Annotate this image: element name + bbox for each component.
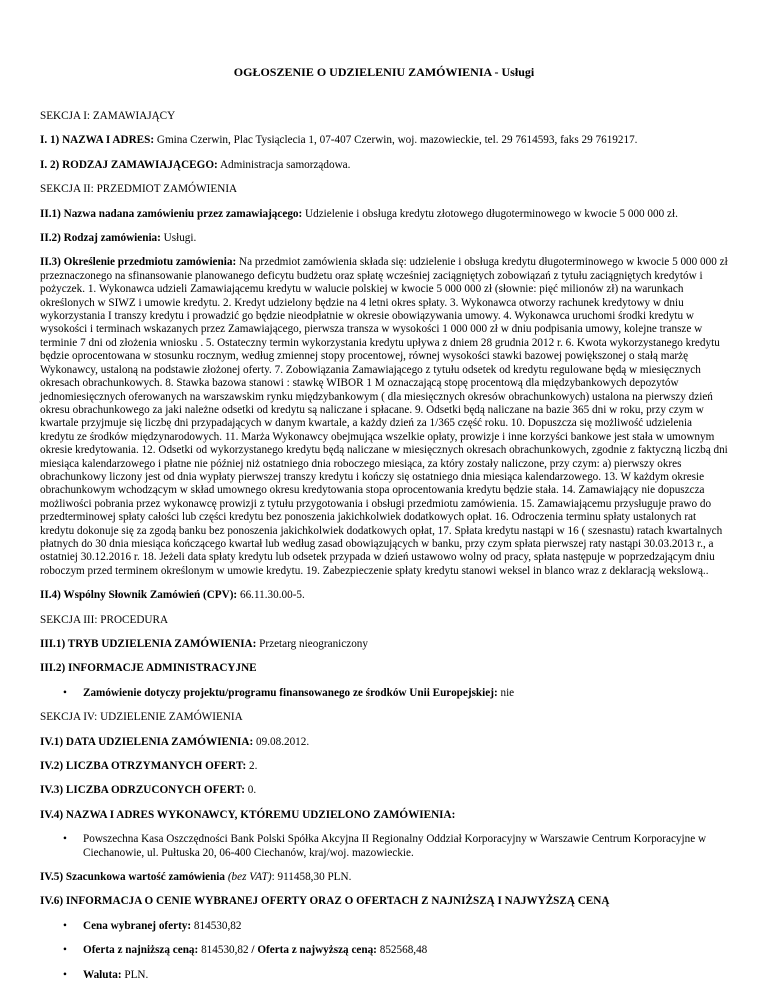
authority-type xyxy=(40,159,728,172)
contract-name xyxy=(40,208,728,221)
list-item xyxy=(71,687,728,700)
label: IV.3) LICZBA ODRZUCONYCH OFERT: xyxy=(40,784,245,797)
procedure-mode xyxy=(40,638,728,651)
label: Waluta: xyxy=(83,968,122,981)
value: : 911458,30 PLN. xyxy=(271,871,352,884)
section-2-heading: SEKCJA II: PRZEDMIOT ZAMÓWIENIA xyxy=(40,183,238,196)
notice-document xyxy=(40,0,728,982)
list-item xyxy=(71,969,728,982)
label: II.1) Nazwa nadana zamówieniu przez zamawiającego: xyxy=(40,207,303,220)
offers-rejected xyxy=(40,784,728,797)
list-item xyxy=(71,920,728,933)
price-info-heading: IV.6) INFORMACJA O CENIE WYBRANEJ OFERTY ORAZ O OFERTACH Z NAJNIŻSZĄ I NAJWYŻSZĄ CENĄ xyxy=(40,895,610,908)
value: Usługi. xyxy=(160,232,197,245)
label: II.3) Określenie przedmiotu zamówienia: xyxy=(40,256,237,269)
label: I. 2) RODZAJ ZAMAWIAJĄCEGO: xyxy=(40,158,218,171)
label: Cena wybranej oferty: xyxy=(83,919,192,932)
value: PLN. xyxy=(121,968,149,981)
value: Przetarg nieograniczony xyxy=(256,638,368,650)
value: 814530,82 xyxy=(191,919,242,932)
value: 0. xyxy=(244,784,257,797)
value: 852568,48 xyxy=(376,944,428,957)
value: 66.11.30.00-5. xyxy=(237,589,305,602)
estimated-value xyxy=(40,871,728,884)
label: Oferta z najniższą ceną: xyxy=(83,944,199,957)
separator: / xyxy=(251,944,258,957)
list-item: • Powszechna Kasa Oszczędności Bank Polski Spółka Akcyjna II Regionalny Oddział Korporacyjny w Warszawie Centrum Korporacyjne w Ciechanowie, ul. Pułtuska 20, 06-400 Ciechanów, kraj/woj. mazowieckie. xyxy=(71,833,728,860)
label: Zamówienie dotyczy projektu/programu finansowanego ze środków Unii Europejskiej: xyxy=(83,686,498,699)
contract-type xyxy=(40,232,728,245)
price-list xyxy=(40,920,728,982)
value: Administracja samorządowa. xyxy=(217,158,351,171)
contractor-heading: IV.4) NAZWA I ADRES WYKONAWCY, KTÓREMU UDZIELONO ZAMÓWIENIA: xyxy=(40,808,456,821)
value: Udzielenie i obsługa kredytu złotowego długoterminowego w kwocie 5 000 000 zł. xyxy=(302,207,678,220)
admin-list xyxy=(40,687,728,700)
value: Na przedmiot zamówienia składa się: udzielenie i obsługa kredytu długoterminowego w kwocie 5 000 000 zł przeznaczonego na sfinansowanie planowanego deficytu budżetu oraz spłatę wcześniej zaciągniętych zobowiązań z tytułu zaciągniętych kredytów i pożyczek. 1. Wykonawca udzieli Zamawiającemu kredytu w walucie polskiej w kwocie 5 000 000 zł (słownie: pięć milionów zł) na warunkach określonych w SIWZ i umowie kredytu. 2. Kredyt udzielony będzie na 4 letni okres spłaty. 3. Wykonawca otworzy rachunek kredytowy w dniu wykorzystania I transzy kredytu i prowadzić go będzie nieodpłatnie w okresie obowiązywania umowy. 4. Wykonawca uruchomi środki kredytu w wysokości i terminach wskazanych przez Zamawiającego, pierwsza transza w wysokości 1 000 000 zł w dniu podpisania umowy, kolejne transze w terminie 7 dni od złożenia wniosku . 5. Ostateczny termin wykorzystania kredytu upływa z dniem 28 grudnia 2012 r. 6. Kwota wykorzystanego kredytu będzie oprocentowana w stosunku rocznym, według zmiennej stopy procentowej, równej wysokości stawki bazowej powiększonej o stałą marżę Wykonawcy, ustaloną na podstawie złożonej oferty. 7. Zobowiązania Zamawiającego z tytułu odsetek od kredytu regulowane będą w miesięcznych okresach obrachunkowych. 8. Stawka bazowa stanowi : stawkę WIBOR 1 M oznaczającą stopę procentową dla międzybankowych depozytów jednomiesięcznych oferowanych na warszawskim rynku międzybankowym ( dla miesięcznych okresów obrachunkowych) ustalona na pierwszy dzień okresu obrachunkowego za jaki należne odsetki od kredytu są naliczane i spłacane. 9. Odsetki będą naliczane na bazie 365 dni w roku, przy czym w kwartale przyjmuje się liczbę dni przypadających w danym kwartale, a każdy dzień za 1/365 część roku. 10. Dopuszcza się możliwość udzielenia kredytu ze środków międzynarodowych. 11. Marża Wykonawcy obejmująca wszelkie opłaty, prowizje i inne korzyści bankowe jest stała w umownym okresie kredytowania. 12. Odsetki od wykorzystanego kredytu będą naliczane w miesięcznych okresach obrachunkowych, zgodnie z faktyczną liczbą dni miesiąca kalendarzowego i płatne nie później niż ostatniego dnia roboczego miesiąca, za który zostały naliczone, przy czym: a) pierwszy okres obrachunkowy liczony jest od dnia wypłaty pierwszej transzy kredytu i kończy się ostatniego dnia miesiąca kalendarzowego. 13. W każdym okresie obrachunkowym wchodzącym w skład umownego okresu kredytowania stopa oprocentowania kredytu będzie stała. 14. Zamawiający nie dopuszcza możliwości pobrania przez wykonawcę prowizji z tytułu przygotowania i obsługi przedmiotu zamówienia. 15. Zamawiającemu przysługuje prawo do przedterminowej spłaty całości lub części kredytu bez ponoszenia jakichkolwiek dodatkowych opłat. 16. Odroczenia terminu spłaty ustalonych rat kredytu dokonuje się za zgodą banku bez ponoszenia jakichkolwiek dodatkowych opłat, 17. Spłata kredytu nastąpi w 16 ( szesnastu) ratach kwartalnych płatnych do 30 dnia miesiąca kończącego kwartał lub według zasad obowiązujących w banku, przy czym spłata pierwszej raty nastąpi 30.03.2013 r., a ostatniej 30.12.2016 r. 18. Jeżeli data spłaty kredytu lub odsetek przypada w dzień ustawowo wolny od pracy, spłata następuje w poprzedzającym dniu roboczym przed terminem określonym w umowie kredytu. 19. Zabezpieczenie spłaty kredytu stanowi weksel in blanco wraz z deklaracją wekslową.. xyxy=(40,256,728,577)
label: II.4) Wspólny Słownik Zamówień (CPV): xyxy=(40,589,238,602)
value: 814530,82 xyxy=(198,944,252,957)
value: 09.08.2012. xyxy=(253,735,310,748)
document-title: OGŁOSZENIE O UDZIELENIU ZAMÓWIENIA - Usługi xyxy=(233,65,535,79)
administrative-info: III.2) INFORMACJE ADMINISTRACYJNE xyxy=(40,662,257,675)
label: III.1) TRYB UDZIELENIA ZAMÓWIENIA: xyxy=(40,638,257,650)
offers-received xyxy=(40,760,728,773)
label: IV.2) LICZBA OTRZYMANYCH OFERT: xyxy=(40,760,247,773)
award-date xyxy=(40,736,728,749)
value: 2. xyxy=(246,760,258,773)
vat-note: (bez VAT) xyxy=(225,871,272,884)
value: Gmina Czerwin, Plac Tysiąclecia 1, 07-407 Czerwin, woj. mazowieckie, tel. 29 7614593, faks 29 7619217. xyxy=(154,134,638,147)
section-4-heading: SEKCJA IV: UDZIELENIE ZAMÓWIENIA xyxy=(40,711,243,724)
label: Oferta z najwyższą ceną: xyxy=(257,944,377,957)
contracting-authority xyxy=(40,134,728,147)
section-3-heading: SEKCJA III: PROCEDURA xyxy=(40,613,169,626)
list-item xyxy=(71,944,728,957)
cpv-code xyxy=(40,589,728,602)
contract-description xyxy=(40,256,728,578)
label: IV.1) DATA UDZIELENIA ZAMÓWIENIA: xyxy=(40,735,254,748)
label: IV.5) Szacunkowa wartość zamówienia xyxy=(40,871,226,884)
label: I. 1) NAZWA I ADRES: xyxy=(40,134,155,147)
section-1-heading: SEKCJA I: ZAMAWIAJĄCY xyxy=(40,110,176,122)
contractor-list xyxy=(40,833,728,860)
value: nie xyxy=(497,686,515,699)
label: II.2) Rodzaj zamówienia: xyxy=(40,232,161,245)
